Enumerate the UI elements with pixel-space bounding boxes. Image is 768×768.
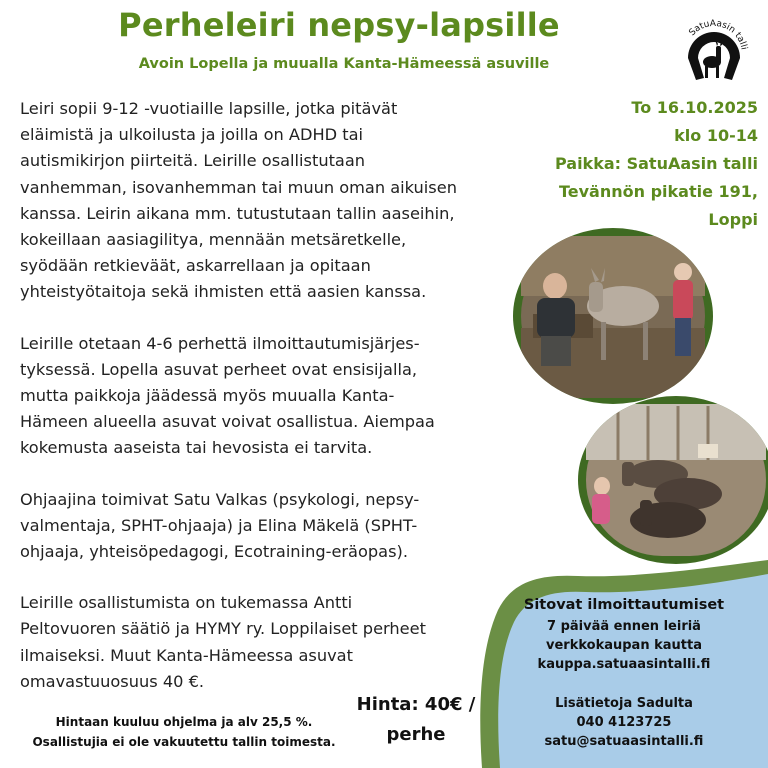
event-address: Tevännön pikatie 191, [558,182,758,201]
registration-deadline: 7 päivää ennen leiriä [547,619,701,634]
price-unit: perhe [386,724,446,745]
description [20,96,490,720]
event-details [508,94,758,234]
footnote-insurance: Osallistujia ei ole vakuutettu tallin toimesta. [32,735,336,749]
price-amount: Hinta: 40€ / [356,694,476,715]
logo-text: SatuAasin talli [687,18,749,51]
photo-donkeys-stable [578,396,768,564]
registration-info [506,596,742,751]
registration-channel: verkkokaupan kautta [546,638,702,653]
paragraph-funding: Leirille osallistumista on tukemassa Antti Peltovuoren säätiö ja HYMY ry. Loppilaiset perheet ilmaiseksi. Muut Kanta-Hämeessa asuvat omavastuuosuus 40 €. [20,593,426,691]
contact-phone[interactable]: 040 4123725 [576,715,672,730]
registration-heading: Sitovat ilmoittautumiset [523,597,725,613]
paragraph-instructors: Ohjaajina toimivat Satu Valkas (psykologi, nepsy- valmentaja, SPHT-ohjaaja) ja Elina Mäkelä (SPHT- ohjaaja, yhteisöpedagogi, Ecotraining-eräopas). [20,489,420,562]
horseshoe-logo-icon [672,8,756,92]
event-place: Paikka: SatuAasin talli [554,154,758,173]
paragraph-intro: Leiri sopii 9-12 -vuotiaille lapsille, jotka pitävät eläimistä ja ulkoilusta ja joilla on ADHD tai autismikirjon piirteitä. Leirille osallistutaan vanhemman, isovanhemman tai muun oman aikuisen kanssa. Leirin aikana mm. tutustutaan tallin aaseihin, kokeillaan aasiagilitya, mennään metsäretkelle, syödään retkieväät, askarrellaan ja opitaan yhteistyötaitoja sekä ihmisten että aasien kanssa. [20,99,457,302]
event-town: Loppi [708,210,758,229]
event-date: To 16.10.2025 [631,98,758,117]
footnote-included: Hintaan kuuluu ohjelma ja alv 25,5 %. [55,715,313,729]
paragraph-admission: Leirille otetaan 4-6 perhettä ilmoittautumisjärjes- tyksessä. Lopella asuvat perheet ovat ensisijalla, mutta paikkoja jäädessä myös muualla Kanta- Hämeen alueella asuvat voivat osallistua. Aiempaa kokemusta aaseista tai hevosista ei tarvita. [20,333,435,458]
contact-heading: Lisätietoja Sadulta [555,696,693,711]
registration-shop-link[interactable]: kauppa.satuaasintalli.fi [537,657,711,672]
page-title: Perheleiri nepsy-lapsille [118,6,560,44]
photo-donkey-family [513,228,713,404]
footnote [14,712,354,752]
page-subtitle: Avoin Lopella ja muualla Kanta-Hämeessä asuville [138,56,550,72]
contact-email[interactable]: satu@satuaasintalli.fi [544,734,704,749]
event-time: klo 10-14 [674,126,758,145]
price [350,690,482,750]
